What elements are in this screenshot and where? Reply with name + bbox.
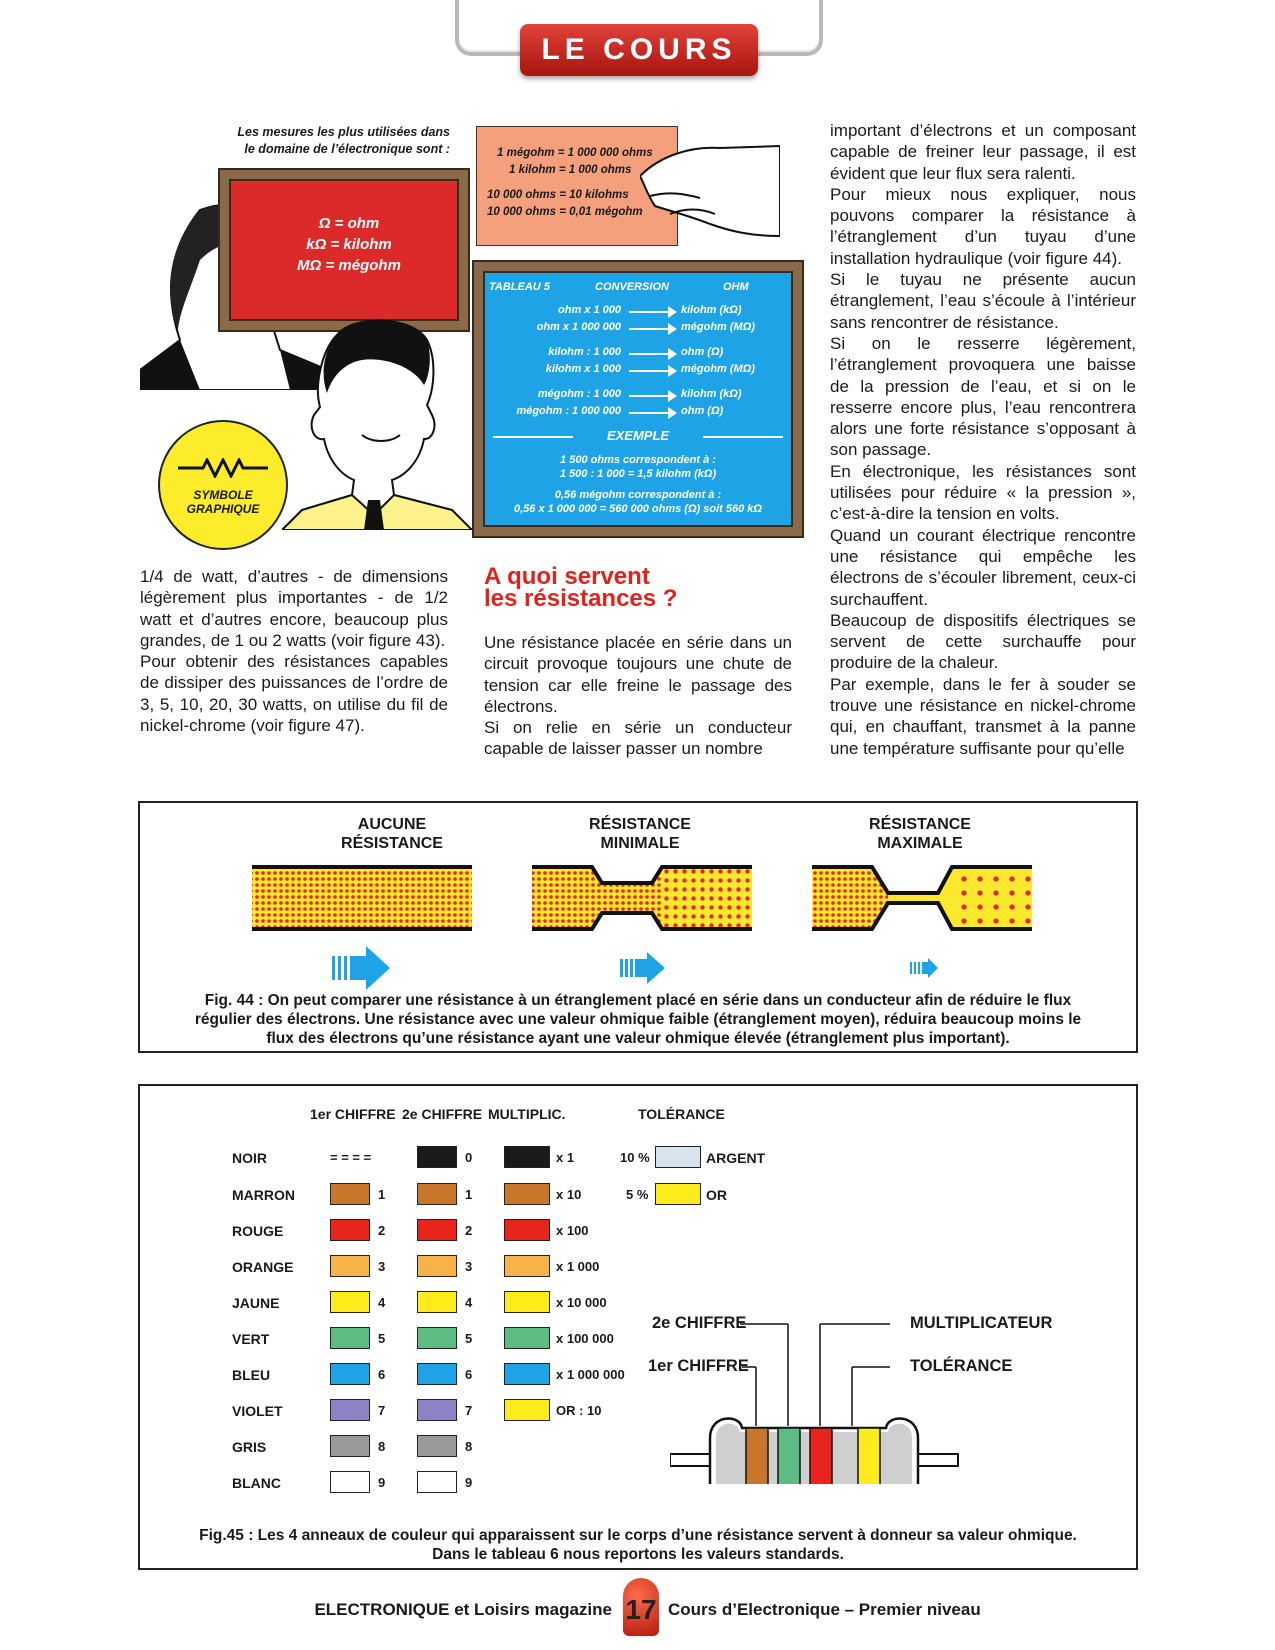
caption-line: Dans le tableau 6 nous reportons les valeurs standards. [432,1546,844,1563]
row-from: ohm x 1 000 000 [536,321,621,333]
symbol-label-1: SYMBOLE [193,488,253,502]
first-digit-value: 8 [378,1439,386,1454]
color-name: GRIS [232,1439,267,1455]
row-to: ohm (Ω) [681,405,724,417]
header-multiplier: MULTIPLIC. [488,1106,566,1122]
first-digit-value: 5 [378,1331,386,1346]
second-digit-swatch [417,1363,457,1385]
unit-kilohm: kΩ = kilohm [306,236,392,253]
tolerance-name: ARGENT [706,1150,766,1166]
second-digit-value: 5 [465,1331,473,1346]
tolerance-pct: 10 % [620,1150,650,1165]
paragraph: Si on le resserre légèrement, l’étranglement provoquera une baisse de la pression de l’eau, et si on le resserre encore plus, l’eau rencontrera alors une forte résistance s’opposant à son passage. [830,333,1136,460]
graphic-symbol-badge [158,420,288,550]
paragraph: 1/4 de watt, d’autres - de dimensions légèrement plus importantes - de 1/2 watt et d’autres encore, beaucoup plus grandes, de 1 ou 2 watts (voir figure 43). [140,567,448,650]
row-from: mégohm : 1 000 000 [516,405,621,417]
first-digit-value: 9 [378,1475,386,1490]
multiplier-swatch [504,1219,550,1241]
resistor-diagram [670,1314,990,1484]
arrow-icon [629,370,675,372]
arrow-icon [629,353,675,355]
flow-arrow-icon [620,952,665,984]
pipe-maximal-resistance [812,867,1032,929]
paragraph: Si on relie en série un conducteur capable de laisser passer un nombre [484,718,792,759]
row-from: kilohm : 1 000 [548,346,621,358]
arrow-icon [629,328,675,330]
first-digit-swatch [330,1327,370,1349]
table-title-right: OHM [723,281,749,293]
pipe-label-line: RÉSISTANCE [589,816,691,833]
row-from: ohm x 1 000 [558,304,621,316]
multiplier-value: x 1 [556,1150,575,1165]
flow-arrow-icon [910,958,938,978]
second-digit-value: 8 [465,1439,473,1454]
caption-line: flux des électrons qu’une résistance ayant une valeur ohmique élevée (étranglement plus important). [266,1030,1010,1047]
caption-line: régulier des électrons. Une résistance avec une valeur ohmique faible (étranglement moyen), réduira beaucoup moins le [194,1011,1082,1028]
arrow-icon [629,395,675,397]
color-name: NOIR [232,1150,267,1166]
section-heading [484,563,784,612]
multiplier-value: x 10 [556,1187,582,1202]
second-digit-swatch [417,1399,457,1421]
pipe-label [530,815,750,853]
text-column-3 [830,120,1136,759]
first-digit-swatch [330,1399,370,1421]
conversion-table [474,262,802,536]
color-name: JAUNE [232,1295,280,1311]
pipe-label-line: RÉSISTANCE [341,835,443,852]
first-digit-swatch [330,1219,370,1241]
paragraph: Quand un courant électrique rencontre une résistance qui empêche les électrons de s’écouler librement, ceux-ci surchauffent. [830,525,1136,609]
heading-line: les résistances ? [484,585,678,612]
multiplier-value: x 1 000 000 [556,1367,625,1382]
row-from: kilohm x 1 000 [545,363,621,375]
color-name: MARRON [232,1187,295,1203]
callout-first-digit: 1er CHIFFRE [648,1357,749,1375]
units-board [220,170,468,330]
illustration-caption: Les mesures les plus utilisées dans le domaine de l’électronique sont : [237,125,450,156]
first-digit-value: 6 [378,1367,386,1382]
pipe-label-line: MINIMALE [600,835,680,852]
symbol-label-2: GRAPHIQUE [186,502,260,516]
color-name: ORANGE [232,1259,294,1275]
paragraph: important d’électrons et un composant capable de freiner leur passage, il est évident que leur flux sera ralenti. [830,121,1136,183]
multiplier-value: x 100 [556,1223,589,1238]
paragraph: Une résistance placée en série dans un circuit provoque toujours une chute de tension car elle freine le passage des électrons. [484,633,792,716]
text-column-1 [140,566,448,736]
caption-line: Fig.45 : Les 4 anneaux de couleur qui apparaissent sur le corps d’une résistance servent à donneur sa valeur ohmique. [199,1527,1077,1544]
man-front-illustration [282,315,472,530]
footer-course: Cours d’Electronique – Premier niveau [668,1600,981,1619]
table-row [483,405,793,420]
divider [703,436,783,438]
pipe-label-line: AUCUNE [357,816,427,833]
unit-ohm: Ω = ohm [318,215,380,232]
pipes-diagram [140,858,1136,998]
color-name: VIOLET [232,1403,283,1419]
first-digit-swatch [330,1291,370,1313]
multiplier-swatch [504,1146,550,1168]
color-name: BLEU [232,1367,271,1383]
tolerance-pct: 5 % [626,1187,649,1202]
page-number: 17 [623,1578,659,1636]
note-line: 1 kilohm = 1 000 ohms [509,164,632,176]
header-first-digit: 1er CHIFFRE [310,1106,396,1122]
pipe-label [810,815,1030,853]
pipe-label [282,815,502,853]
arrow-icon [629,412,675,414]
second-digit-swatch [417,1183,457,1205]
header-tolerance: TOLÉRANCE [638,1106,725,1122]
color-name: ROUGE [232,1223,284,1239]
first-digit-value: 1 [378,1187,386,1202]
color-name: VERT [232,1331,270,1347]
first-digit-swatch [330,1255,370,1277]
second-digit-value: 2 [465,1223,473,1238]
pipe-label-line: RÉSISTANCE [869,816,971,833]
multiplier-swatch [504,1399,550,1421]
first-digit-swatch [330,1363,370,1385]
table-row [483,346,793,361]
multiplier-value: x 10 000 [556,1295,607,1310]
table-row [483,321,793,336]
flow-arrow-icon [332,946,390,990]
note-line: 10 000 ohms = 10 kilohms [487,189,629,201]
second-digit-swatch [417,1327,457,1349]
example-title: EXEMPLE [606,428,670,443]
second-digit-value: 1 [465,1187,473,1202]
multiplier-value: OR : 10 [556,1403,602,1418]
first-digit-value: 4 [378,1295,386,1310]
paragraph: En électronique, les résistances sont utilisées pour réduire « la pression », c’est-à-dire la tension en volts. [830,461,1136,524]
second-digit-swatch [417,1219,457,1241]
row-to: ohm (Ω) [681,346,724,358]
second-digit-value: 6 [465,1367,473,1382]
caption-line: Fig. 44 : On peut comparer une résistance à un étranglement placé en série dans un conducteur afin de réduire le flux [204,992,1072,1009]
callout-second-digit: 2e CHIFFRE [652,1314,747,1332]
tolerance-swatch-gold [655,1183,701,1205]
callout-tolerance: TOLÉRANCE [910,1357,1013,1375]
table-title-mid: CONVERSION [595,281,669,293]
unit-megohm: MΩ = mégohm [297,257,401,274]
color-name: BLANC [232,1475,281,1491]
second-digit-value: 0 [465,1150,473,1165]
footer-magazine: ELECTRONIQUE et Loisirs magazine [314,1600,612,1619]
multiplier-swatch [504,1363,550,1385]
row-to: mégohm (MΩ) [681,363,755,375]
table-row [483,363,793,378]
tolerance-name: OR [706,1187,727,1203]
callout-multiplier: MULTIPLICATEUR [910,1314,1053,1332]
multiplier-swatch [504,1327,550,1349]
second-digit-swatch [417,1255,457,1277]
note-line: 10 000 ohms = 0,01 mégohm [487,206,643,218]
example-line: 0,56 mégohm correspondent à : [554,489,722,501]
second-digit-swatch [417,1435,457,1457]
second-digit-swatch [417,1291,457,1313]
second-digit-value: 3 [465,1259,473,1274]
first-digit-value: 3 [378,1259,386,1274]
figure-caption [140,1526,1136,1564]
first-digit-value: 2 [378,1223,386,1238]
arrow-icon [629,311,675,313]
multiplier-value: x 100 000 [556,1331,614,1346]
second-digit-value: 9 [465,1475,473,1490]
example-line: 1 500 ohms correspondent à : [560,454,716,466]
note-line: 1 mégohm = 1 000 000 ohms [497,147,653,159]
paragraph: Par exemple, dans le fer à souder se trouve une résistance en nickel-chrome qui, en chauffant, transmet à la panne une température suffisante pour qu’elle [830,674,1136,758]
second-digit-value: 7 [465,1403,473,1418]
paragraph: Beaucoup de dispositifs électriques se servent de cette surchauffe pour produire de la chaleur. [830,610,1136,673]
table-title-left: TABLEAU 5 [489,281,550,293]
first-digit-swatch [330,1435,370,1457]
second-digit-swatch [417,1146,457,1168]
first-digit-swatch [330,1183,370,1205]
multiplier-swatch [504,1255,550,1277]
table-row [483,304,793,319]
row-to: kilohm (kΩ) [681,388,742,400]
hand-illustration [640,136,780,246]
resistor-symbol-icon [178,458,268,478]
first-digit-value: 7 [378,1403,386,1418]
figure-45 [138,1084,1138,1570]
second-digit-value: 4 [465,1295,473,1310]
first-digit-swatch [330,1471,370,1493]
text-column-2 [484,632,792,760]
paragraph: Pour mieux nous expliquer, nous pouvons comparer la résistance à l’étranglement d’un tuyau d’une installation hydraulique (voir figure 44). [830,184,1136,268]
row-from: mégohm : 1 000 [537,388,621,400]
tolerance-swatch-silver [655,1146,701,1168]
header-second-digit: 2e CHIFFRE [402,1106,483,1122]
row-to: mégohm (MΩ) [681,321,755,333]
second-digit-swatch [417,1471,457,1493]
pipe-no-resistance [252,867,472,929]
figure-caption [140,991,1136,1048]
page-title: LE COURS [520,24,758,76]
multiplier-swatch [504,1291,550,1313]
figure-44 [138,801,1138,1053]
paragraph: Si le tuyau ne présente aucun étranglement, l’eau s’écoule à l’intérieur sans rencontrer de résistance. [830,270,1136,332]
first-digit-none: = = = = [330,1150,372,1165]
example-line: 1 500 : 1 000 = 1,5 kilohm (kΩ) [559,468,717,480]
row-to: kilohm (kΩ) [681,304,742,316]
paragraph: Pour obtenir des résistances capables de dissiper des puissances de l’ordre de 3, 5, 10, 20, 30 watts, on utilise du fil de nickel-chrome (voir figure 47). [140,652,448,736]
table-row [483,388,793,403]
pipe-minimal-resistance [532,867,752,929]
heading-line: A quoi servent [484,563,650,590]
pipe-label-line: MAXIMALE [877,835,963,852]
multiplier-swatch [504,1183,550,1205]
example-line: 0,56 x 1 000 000 = 560 000 ohms (Ω) soit 560 kΩ [513,503,763,515]
multiplier-value: x 1 000 [556,1259,600,1274]
